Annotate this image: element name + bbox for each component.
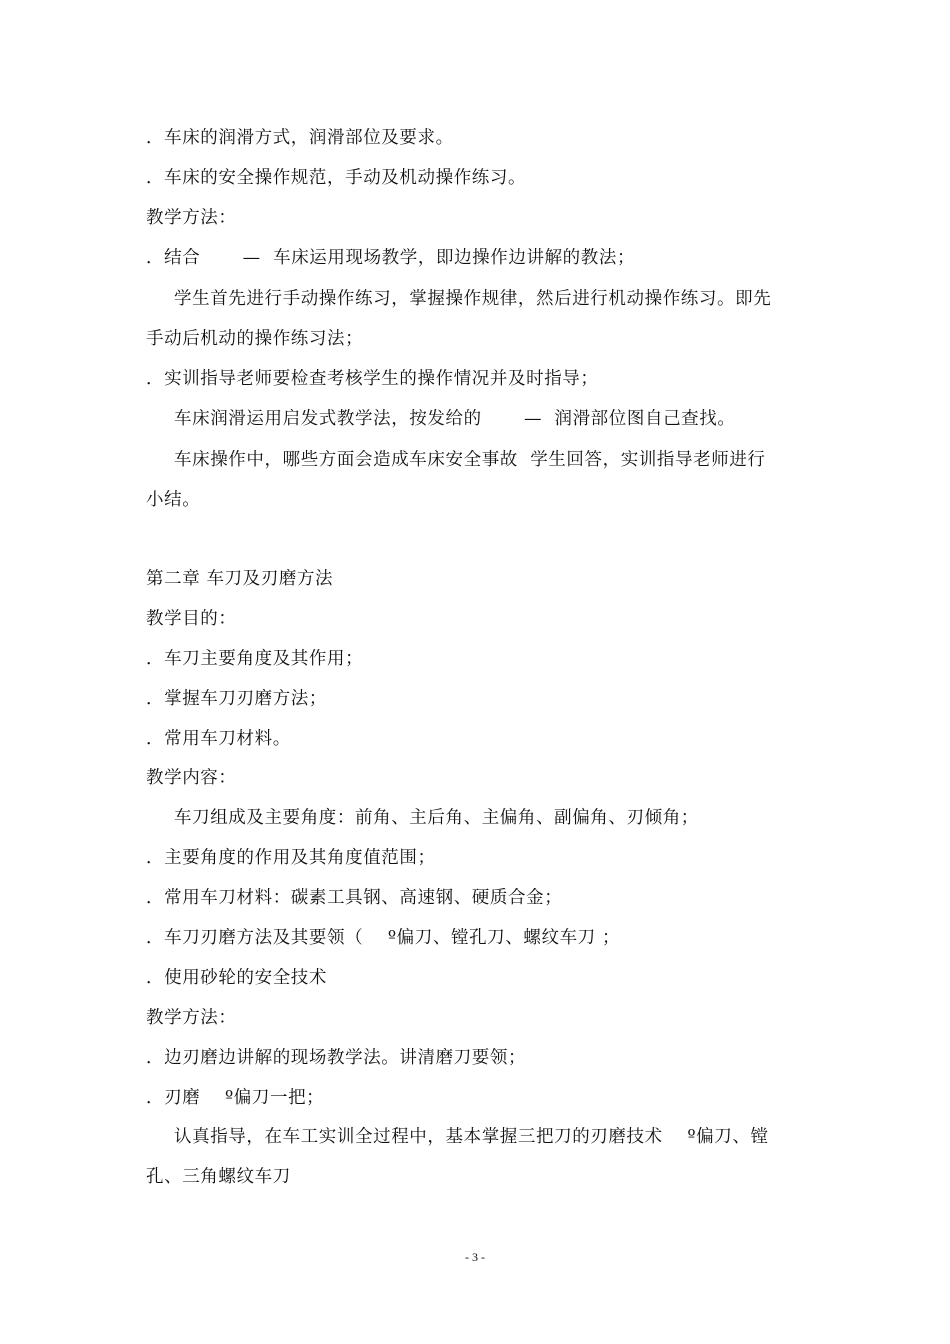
- text-line: ．刃磨 º偏刀一把；: [146, 1088, 325, 1108]
- text-line: ．车床的润滑方式，润滑部位及要求。: [146, 128, 454, 148]
- text-line: 车床润滑运用启发式教学法，按发给的 — 润滑部位图自己查找。: [174, 409, 736, 429]
- text-line: 学生首先进行手动操作练习，掌握操作规律，然后进行机动操作练习。即先: [174, 289, 772, 309]
- chapter-title: 第二章 车刀及刃磨方法: [146, 569, 334, 589]
- text-line: ．使用砂轮的安全技术: [146, 968, 327, 988]
- text-line: ．结合 — 车床运用现场教学，即边操作边讲解的教法；: [146, 248, 636, 268]
- text-line: 孔、三角螺纹车刀: [146, 1167, 291, 1187]
- text-line: 车刀组成及主要角度：前角、主后角、主偏角、副偏角、刃倾角；: [174, 808, 699, 828]
- text-line: 认真指导，在车工实训全过程中，基本掌握三把刀的刃磨技术 º偏刀、镗: [174, 1127, 769, 1147]
- text-line: 车床操作中，哪些方面会造成车床安全事故 学生回答，实训指导老师进行: [174, 450, 766, 470]
- text-line: ．常用车刀材料。: [146, 729, 291, 749]
- text-line: ．边刃磨边讲解的现场教学法。讲清磨刀要领；: [146, 1048, 527, 1068]
- text-line: ．车刀主要角度及其作用；: [146, 649, 364, 669]
- section-heading: 教学方法：: [146, 208, 237, 228]
- section-heading: 教学内容：: [146, 768, 237, 788]
- text-line: ．主要角度的作用及其角度值范围；: [146, 848, 436, 868]
- text-line: 小结。: [146, 490, 201, 510]
- text-line: ．掌握车刀刃磨方法；: [146, 689, 327, 709]
- text-line: ．车床的安全操作规范，手动及机动操作练习。: [146, 168, 527, 188]
- section-heading: 教学目的：: [146, 609, 237, 629]
- page-number: - 3 -: [465, 1250, 485, 1264]
- section-heading: 教学方法：: [146, 1008, 237, 1028]
- text-line: ．车刀刃磨方法及其要领（ º偏刀、镗孔刀、螺纹车刀 ；: [146, 928, 621, 948]
- text-line: 手动后机动的操作练习法；: [146, 329, 364, 349]
- text-line: ．常用车刀材料：碳素工具钢、高速钢、硬质合金；: [146, 888, 563, 908]
- text-line: ．实训指导老师要检查考核学生的操作情况并及时指导；: [146, 369, 599, 389]
